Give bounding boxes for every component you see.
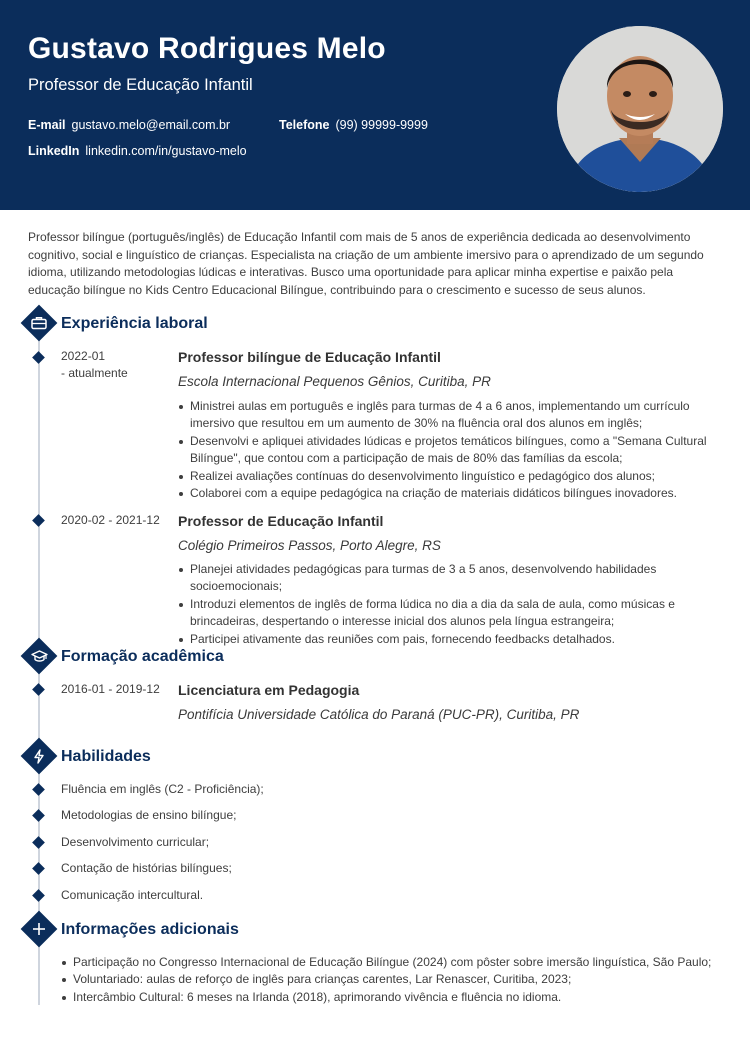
contact-email	[28, 118, 230, 132]
job-1-date-start: 2022-01	[61, 349, 106, 363]
skill-marker	[32, 809, 45, 822]
job-2-marker	[32, 514, 45, 527]
list-item: Intercâmbio Cultural: 6 meses na Irlanda (2018), aprimorando vivência e fluência no idioma.	[61, 989, 741, 1006]
education-section-title: Formação acadêmica	[61, 648, 224, 665]
plus-icon	[26, 916, 52, 942]
list-item: Realizei avaliações contínuas do desenvolvimento linguístico e pedagógico dos alunos;	[178, 468, 728, 485]
list-item: Participação no Congresso Internacional de Educação Bilíngue (2024) com pôster sobre imersão linguística, São Paulo;	[61, 954, 741, 971]
job-2-bullets	[178, 561, 728, 648]
profile-photo-illustration	[557, 26, 723, 192]
job-1-title: Professor bilíngue de Educação Infantil	[178, 349, 441, 365]
education-1-school: Pontifícia Universidade Católica do Paraná (PUC-PR), Curitiba, PR	[178, 707, 580, 722]
job-1-date-end: - atualmente	[61, 366, 128, 380]
skill-item: Comunicação intercultural.	[61, 888, 204, 902]
linkedin-value[interactable]: linkedin.com/in/gustavo-melo	[85, 144, 247, 158]
skill-marker	[32, 836, 45, 849]
skill-marker	[32, 862, 45, 875]
lightning-icon	[26, 743, 52, 769]
skill-item: Desenvolvimento curricular;	[61, 835, 210, 849]
skill-item: Metodologias de ensino bilíngue;	[61, 808, 237, 822]
additional-section-title: Informações adicionais	[61, 921, 239, 938]
list-item: Desenvolvi e apliquei atividades lúdicas e projetos temáticos bilíngues, como a "Semana Cultural Bilíngue", que contou com a participação de mais de 80% das famílias da escola;	[178, 433, 728, 468]
list-item: Voluntariado: aulas de reforço de inglês para crianças carentes, Lar Renascer, Curitiba, 2023;	[61, 971, 741, 988]
candidate-role: Professor de Educação Infantil	[28, 76, 253, 94]
email-label: E-mail	[28, 118, 66, 132]
education-1-date: 2016-01 - 2019-12	[61, 682, 160, 696]
resume-header	[0, 0, 750, 210]
skill-marker	[32, 889, 45, 902]
education-1-marker	[32, 683, 45, 696]
job-2-title: Professor de Educação Infantil	[178, 513, 384, 529]
phone-value[interactable]: (99) 99999-9999	[335, 118, 428, 132]
experience-section-title: Experiência laboral	[61, 315, 208, 332]
additional-info-list	[61, 954, 741, 1006]
list-item: Participei ativamente das reuniões com pais, fornecendo feedbacks detalhados.	[178, 631, 728, 648]
job-1-organization: Escola Internacional Pequenos Gênios, Curitiba, PR	[178, 374, 491, 389]
contact-phone	[279, 118, 428, 132]
skill-item: Fluência em inglês (C2 - Proficiência);	[61, 782, 264, 796]
email-value[interactable]: gustavo.melo@email.com.br	[71, 118, 231, 132]
education-1-degree: Licenciatura em Pedagogia	[178, 682, 360, 698]
skill-marker	[32, 783, 45, 796]
professional-summary: Professor bilíngue (português/inglês) de Educação Infantil com mais de 5 anos de experiência dedicada ao desenvolvimento cognitivo, social e linguístico de crianças. Especialista na criação de um ambiente imersivo para o aprendizado de um segundo idioma, utilizando metodologias lúdicas e interativas. Busco uma oportunidade para aplicar minha expertise e paixão pela educação bilíngue no Kids Centro Educacional Bilíngue, contribuindo para o crescimento e sucesso de seus alunos.	[28, 230, 704, 297]
phone-label: Telefone	[279, 118, 330, 132]
job-1-date	[61, 348, 128, 382]
candidate-name: Gustavo Rodrigues Melo	[28, 32, 386, 65]
linkedin-label: LinkedIn	[28, 144, 80, 158]
profile-photo	[557, 26, 723, 192]
briefcase-icon	[26, 310, 52, 336]
job-1-bullets	[178, 398, 728, 502]
job-1-marker	[32, 351, 45, 364]
list-item: Introduzi elementos de inglês de forma lúdica no dia a dia da sala de aula, como músicas e brincadeiras, despertando o interesse inicial dos alunos pela língua estrangeira;	[178, 596, 728, 631]
skill-item: Contação de histórias bilíngues;	[61, 861, 232, 875]
list-item: Colaborei com a equipe pedagógica na criação de materiais didáticos bilíngues inovadores.	[178, 485, 728, 502]
skills-section-title: Habilidades	[61, 748, 151, 765]
contact-linkedin	[28, 144, 247, 158]
graduation-cap-icon	[26, 643, 52, 669]
job-2-date: 2020-02 - 2021-12	[61, 513, 160, 527]
job-2-organization: Colégio Primeiros Passos, Porto Alegre, RS	[178, 538, 441, 553]
list-item: Planejei atividades pedagógicas para turmas de 3 a 5 anos, desenvolvendo habilidades socioemocionais;	[178, 561, 728, 596]
list-item: Ministrei aulas em português e inglês para turmas de 4 a 6 anos, implementando um currículo imersivo que resultou em um aumento de 30% na fluência oral dos alunos em inglês;	[178, 398, 728, 433]
